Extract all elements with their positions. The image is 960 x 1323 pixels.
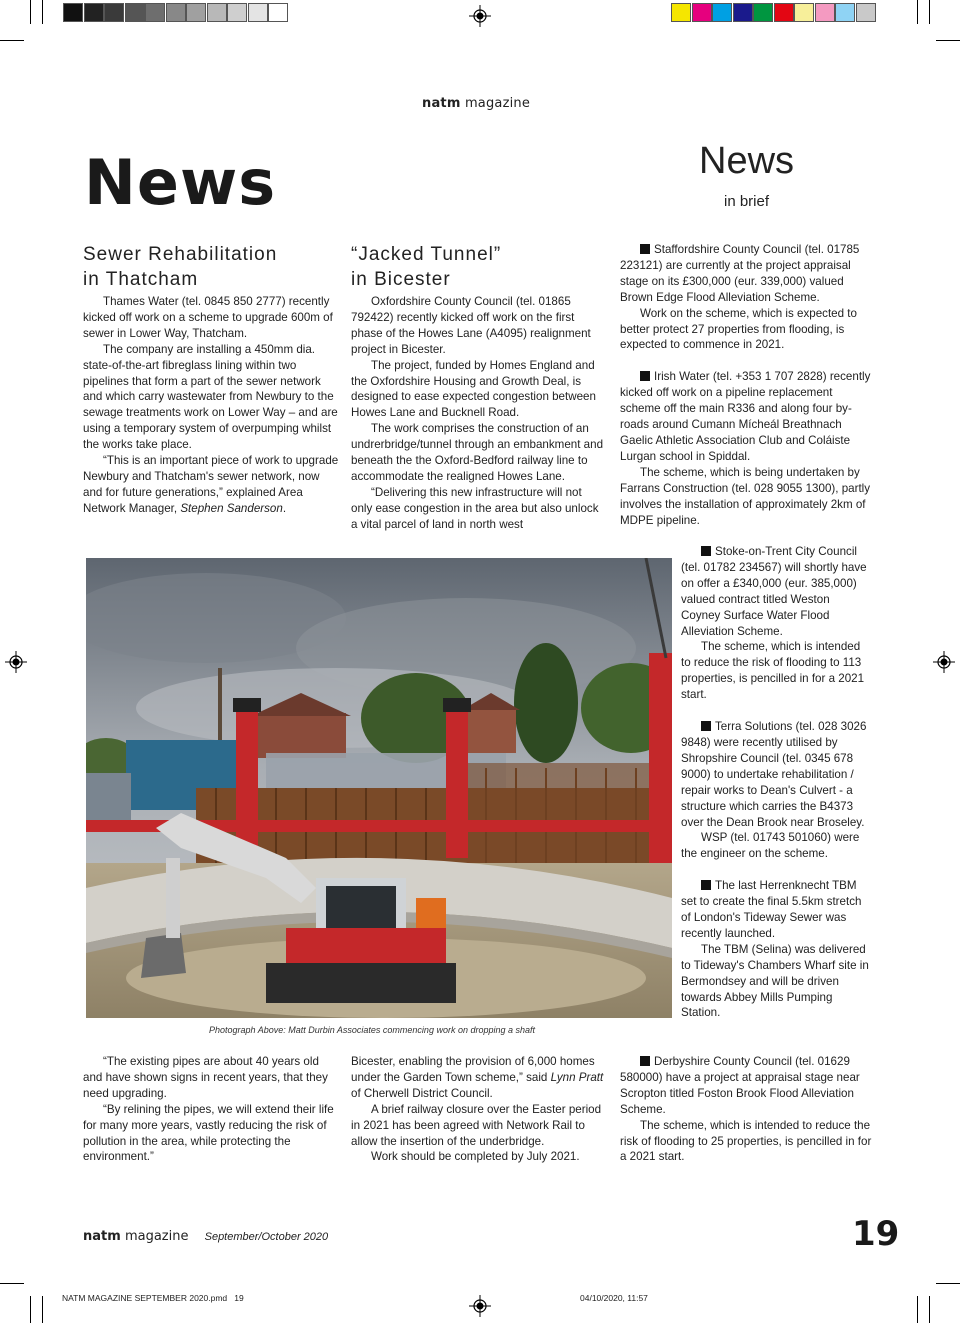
bullet-square-icon (701, 880, 711, 890)
attribution: Stephen Sanderson (180, 501, 283, 515)
color-swatch (248, 3, 268, 22)
article-paragraph: Oxfordshire County Council (tel. 01865 792422) recently kicked off work on the first phase of the Howes Lane (A4095) realignment project in Bicester. (351, 295, 591, 356)
color-swatch (84, 3, 104, 22)
masthead-brand: natm (422, 96, 461, 111)
registration-mark-icon (469, 5, 491, 27)
article-headline (83, 242, 341, 292)
article-paragraph: Thames Water (tel. 0845 850 2777) recently kicked off work on a scheme to upgrade 600m of sewer in Lower Way, Thatcham. (83, 295, 333, 340)
article-paragraph: “By relining the pipes, we will extend their life for many more years, vastly reducing the risk of pollution in the area, while protecting the environment.” (83, 1102, 334, 1164)
masthead-word: magazine (464, 96, 531, 111)
issue-date: September/October 2020 (204, 1231, 329, 1243)
headline-line: in Bicester (351, 269, 451, 290)
brief-paragraph: The scheme, which is intended to reduce the risk of flooding to 113 properties, is pencilled in for a 2021 start. (681, 640, 865, 702)
article-paragraph: “Delivering this new infrastructure will not only ease congestion in the area but also unlock a vital parcel of land in north west (351, 485, 599, 531)
color-swatch (835, 3, 855, 22)
crop-mark (936, 40, 960, 41)
article-paragraph (351, 1054, 605, 1102)
footer-masthead (83, 1229, 328, 1244)
brief-paragraph (620, 1054, 872, 1118)
crop-mark (936, 1283, 960, 1284)
article-paragraph: The project, funded by Homes England and the Oxfordshire Housing and Growth Deal, is designed to ease expected congestion between Howes Lane and Bucknell Road. (351, 358, 596, 420)
brief-paragraph (681, 878, 871, 942)
brief-paragraph (620, 242, 872, 306)
footer-word: magazine (124, 1229, 189, 1244)
brief-paragraph (620, 369, 872, 464)
color-swatch (268, 3, 288, 22)
color-swatch (774, 3, 794, 22)
crop-mark (929, 0, 930, 24)
registration-mark-icon (933, 651, 955, 673)
brief-text: Derbyshire County Council (tel. 01629 580000) have a project at appraisal stage near Scropton titled Foston Brook Flood Alleviation Scheme. (620, 1055, 860, 1116)
page-title: News (84, 146, 277, 219)
quote-text: “This is an important piece of work to upgrade Newbury and Thatcham's sewer network, now and for future generations,” explained Area Network Manager, (83, 454, 339, 515)
article-jacked-tunnel-continued (351, 1054, 605, 1165)
headline-line: in Thatcham (83, 269, 199, 290)
news-in-brief-bottom (620, 1054, 872, 1165)
color-swatch (104, 3, 124, 22)
brief-subtitle: in brief (724, 193, 770, 210)
color-swatch (692, 3, 712, 22)
brief-text: The last Herrenknecht TBM set to create the final 5.5km stretch of London's Tideway Sewer was recently launched. (681, 879, 862, 940)
quote-text: of Cherwell District Council. (351, 1086, 493, 1100)
brief-text: Staffordshire County Council (tel. 01785 223121) are currently at the project appraisal stage on its £300,000 (eur. 339,000) valued Brown Edge Flood Alleviation Scheme. (620, 243, 860, 304)
brief-text: Stoke-on-Trent City Council (tel. 01782 234567) will shortly have on offer a £340,000 (eur. 385,000) valued contract titled Weston Coyney Surface Water Flood Alleviation Scheme. (681, 545, 867, 638)
brief-text: Terra Solutions (tel. 028 3026 9848) were recently utilised by Shropshire Council (tel. 0345 678 9000) to undertake rehabilitation / repair works to Dean's Culvert - a structure which carries the B4373 over the Dean Brook near Broseley. (681, 720, 867, 829)
color-swatch (186, 3, 206, 22)
color-swatch (815, 3, 835, 22)
crop-mark (0, 1283, 24, 1284)
bullet-square-icon (640, 371, 650, 381)
color-swatch (227, 3, 247, 22)
brief-paragraph: Work on the scheme, which is expected to better protect 27 properties from flooding, is expected to commence in 2021. (620, 306, 857, 352)
brief-text: Irish Water (tel. +353 1 707 2828) recently kicked off work on a pipeline replacement scheme off the main R336 and along four by-roads around Cumann Mícheál Breathnach Gaelic Athletic Association Club and Coláiste Lurgan school in Spiddal. (620, 370, 871, 463)
headline-line: Sewer Rehabilitation (83, 244, 278, 265)
color-swatch (207, 3, 227, 22)
article-paragraph: “The existing pipes are about 40 years old and have shown signs in recent years, that they need upgrading. (83, 1055, 328, 1100)
color-swatch (145, 3, 165, 22)
color-swatch (671, 3, 691, 22)
article-paragraph: The work comprises the construction of an undrerbridge/tunnel through an embankment and beneath the the Oxford-Bedford railway line to accommodate the realigned Howes Lane. (351, 422, 604, 483)
color-swatch (733, 3, 753, 22)
page-number: 19 (852, 1214, 900, 1254)
brief-paragraph (681, 719, 871, 830)
crop-mark (30, 0, 31, 24)
article-jacked-tunnel (351, 242, 605, 533)
article-paragraph: The company are installing a 450mm dia. state-of-the-art fibreglass lining within two pipelines that form a part of the sewer network and which carry wastewater from Newbury to the sewage treatments work on Lower Way – and are using a temporary system of overpumping whilst the works take place. (83, 342, 338, 452)
brief-paragraph: The TBM (Selina) was delivered to Tideway's Chambers Wharf site in Bermondsey and will be driven towards Abbey Mills Pumping Station. (681, 942, 869, 1020)
crop-mark (929, 1296, 930, 1323)
crop-mark (42, 1296, 43, 1323)
brief-paragraph: WSP (tel. 01743 501060) were the engineer on the scheme. (681, 831, 860, 861)
news-in-brief-side-column (681, 544, 871, 1021)
article-paragraph: “This is an important piece of work to upgrade Newbury and Thatcham's sewer network, now and for future generations,” explained Area Network Manager, Stephen Sanderson. (83, 454, 339, 515)
footer-brand: natm (83, 1229, 121, 1244)
article-paragraph: A brief railway closure over the Easter period in 2021 has been agreed with Network Rail to allow the insertion of the underbridge. (351, 1102, 602, 1148)
color-swatch (712, 3, 732, 22)
color-swatch (794, 3, 814, 22)
registration-mark-icon (469, 1295, 491, 1317)
print-slug-file: NATM MAGAZINE SEPTEMBER 2020.pmd 19 (62, 1293, 244, 1303)
attribution: Lynn Pratt (550, 1070, 604, 1084)
photo-caption: Photograph Above: Matt Durbin Associates commencing work on dropping a shaft (209, 1025, 536, 1035)
print-slug-timestamp: 04/10/2020, 11:57 (580, 1293, 648, 1303)
brief-title: News (699, 140, 795, 182)
crop-mark (917, 0, 918, 24)
brief-paragraph: The scheme, which is intended to reduce the risk of flooding to 25 properties, is pencilled in for a 2021 start. (620, 1118, 872, 1164)
bullet-square-icon (701, 721, 711, 731)
bullet-square-icon (701, 546, 711, 556)
bullet-square-icon (640, 1056, 650, 1066)
quote-text: Bicester, enabling the provision of 6,000 homes under the Garden Town scheme,” said (351, 1055, 595, 1084)
article-headline (351, 242, 605, 292)
crop-mark (42, 0, 43, 24)
article-paragraph: Work should be completed by July 2021. (371, 1150, 580, 1164)
brief-paragraph: The scheme, which is being undertaken by Farrans Construction (tel. 028 9055 1300), partly involves the installation of approximately 2km of MDPE pipeline. (620, 465, 871, 527)
color-swatch (166, 3, 186, 22)
news-in-brief-column (620, 242, 872, 528)
construction-site-photo (86, 558, 672, 1018)
bullet-square-icon (640, 244, 650, 254)
crop-mark (0, 40, 24, 41)
article-sewer-rehabilitation-continued (83, 1054, 341, 1165)
crop-mark (917, 1296, 918, 1323)
headline-line: “Jacked Tunnel” (351, 244, 502, 265)
registration-mark-icon (5, 651, 27, 673)
color-swatch (125, 3, 145, 22)
color-swatch (63, 3, 83, 22)
masthead (422, 96, 530, 111)
color-swatch (753, 3, 773, 22)
brief-paragraph (681, 544, 871, 639)
article-sewer-rehabilitation (83, 242, 341, 517)
crop-mark (30, 1296, 31, 1323)
color-swatch (856, 3, 876, 22)
